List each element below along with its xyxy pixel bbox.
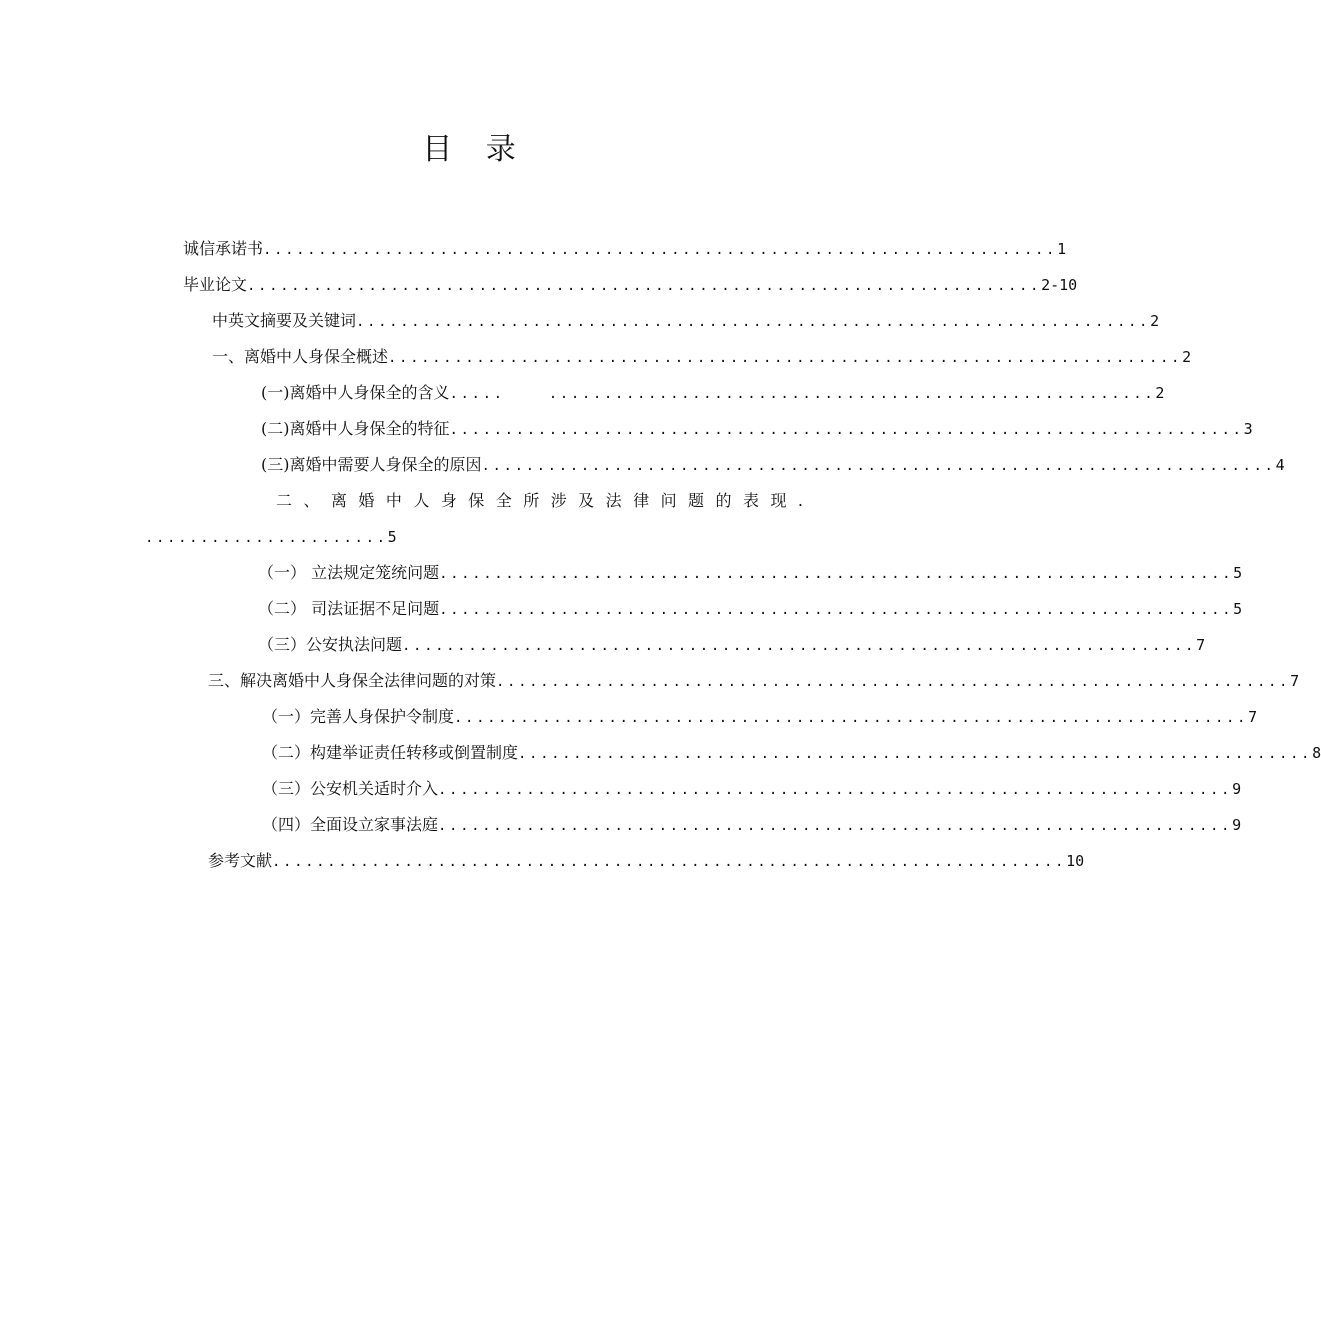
toc-entry-label: （一） 立法规定笼统问题 (258, 563, 440, 582)
toc-entry-char: 、 (303, 491, 320, 510)
toc-dot-leader: ........................................................................ (356, 314, 1151, 330)
toc-dot-leader: ........................................................................ (388, 350, 1183, 366)
toc-entry-spread (276, 490, 803, 512)
toc-entry-char: 离 (330, 491, 347, 510)
toc-entry-char: 涉 (550, 491, 567, 510)
toc-entry-page: 3 (1243, 420, 1253, 438)
toc-dot-leader: ........................................................................ (439, 602, 1234, 618)
toc-entry-label: （四）全面设立家事法庭 (262, 815, 439, 834)
toc-entry-char: 人 (413, 491, 430, 510)
toc-dot-leader: ........................................................................ (481, 458, 1276, 474)
toc-entry-page: 10 (1066, 852, 1085, 870)
toc-entry (262, 742, 1321, 765)
toc-entry-page: 1 (1057, 240, 1067, 258)
toc-entry-char: 问 (660, 491, 677, 510)
toc-entry-continuation (145, 526, 397, 549)
toc-entry-char: 律 (633, 491, 650, 510)
toc-entry-page: 2 (1150, 312, 1160, 330)
toc-dot-leader: ........................................................................ (496, 674, 1291, 690)
toc-entry-label: 一、离婚中人身保全概述 (212, 347, 389, 366)
toc-entry (208, 670, 1300, 693)
toc-entry-label: 诚信承诺书 (183, 239, 264, 258)
toc-entry-page: 5 (1233, 564, 1243, 582)
toc-entry-label: 三、解决离婚中人身保全法律问题的对策 (208, 671, 497, 690)
toc-entry (183, 238, 1067, 261)
toc-entry-page: 5 (1233, 600, 1243, 618)
toc-entry-label: 参考文献 (208, 851, 273, 870)
toc-entry-label: (二)离婚中人身保全的特征 (261, 419, 450, 438)
toc-entry-label: （一）完善人身保护令制度 (262, 707, 455, 726)
toc-entry-label: （二）构建举证责任转移或倒置制度 (262, 743, 519, 762)
toc-entry (212, 310, 1160, 333)
toc-dot-leader: ..... ....................................................... (449, 386, 1156, 402)
toc-entry-page: 8 (1312, 744, 1321, 762)
toc-entry (183, 274, 1078, 297)
page-title: 目 录 (422, 132, 528, 167)
toc-entry (212, 346, 1192, 369)
toc-entry (262, 706, 1258, 729)
toc-entry (258, 634, 1206, 657)
toc-entry-page: 2-10 (1041, 276, 1078, 294)
toc-entry-char: 中 (385, 491, 402, 510)
toc-entry-char: 的 (715, 491, 732, 510)
toc-entry-char: 及 (578, 491, 595, 510)
toc-entry-label: (一)离婚中人身保全的含义 (261, 383, 450, 402)
toc-entry-char: 全 (495, 491, 512, 510)
toc-entry-page: 5 (387, 528, 397, 546)
toc-entry-char: 现 (770, 491, 787, 510)
toc-entry (262, 814, 1242, 837)
toc-entry-char: 法 (605, 491, 622, 510)
toc-dot-leader: ........................................................................ (454, 710, 1249, 726)
toc-entry (258, 598, 1243, 621)
toc-entry-label (276, 490, 803, 512)
toc-entry-char: 二 (276, 491, 293, 510)
toc-dot-leader: ...................... (145, 530, 388, 546)
toc-entry-char: 表 (742, 491, 759, 510)
toc-entry (261, 454, 1285, 477)
toc-entry-label: （三）公安机关适时介入 (262, 779, 439, 798)
toc-entry-label: 毕业论文 (183, 275, 248, 294)
toc-entry (261, 382, 1165, 405)
toc-entry-char: 身 (440, 491, 457, 510)
toc-dot-leader: ........................................................................ (247, 278, 1042, 294)
toc-entry-page: 7 (1196, 636, 1206, 654)
toc-entry-char: 所 (523, 491, 540, 510)
toc-entry (208, 850, 1085, 873)
toc-entry-label: （三）公安执法问题 (258, 635, 403, 654)
toc-entry-page: 7 (1248, 708, 1258, 726)
toc-entry-page: 9 (1232, 816, 1242, 834)
toc-entry-page: 2 (1155, 384, 1165, 402)
toc-dot-leader: ........................................................................ (518, 746, 1313, 762)
toc-entry-page: 9 (1232, 780, 1242, 798)
toc-entry (262, 778, 1242, 801)
toc-dot-leader: ........................................................................ (438, 818, 1233, 834)
toc-entry-label: (三)离婚中需要人身保全的原因 (261, 455, 482, 474)
toc-entry-label: 中英文摘要及关键词 (212, 311, 357, 330)
toc-entry (258, 562, 1243, 585)
toc-dot-leader: ........................................................................ (263, 242, 1058, 258)
toc-entry-label: （二） 司法证据不足问题 (258, 599, 440, 618)
toc-dot-leader: ........................................................................ (449, 422, 1244, 438)
toc-dot-leader: ........................................................................ (272, 854, 1067, 870)
toc-entry-page: 7 (1290, 672, 1300, 690)
toc-dot-leader: ........................................................................ (402, 638, 1197, 654)
toc-entry-char: 题 (688, 491, 705, 510)
toc-dot-leader: ........................................................................ (439, 566, 1234, 582)
toc-entry-page: 2 (1182, 348, 1192, 366)
toc-entry-page: 4 (1275, 456, 1285, 474)
toc-entry-char: 婚 (358, 491, 375, 510)
toc-dot-leader: ........................................................................ (438, 782, 1233, 798)
toc-entry-char: . (797, 491, 803, 510)
toc-entry-char: 保 (468, 491, 485, 510)
toc-entry (261, 418, 1253, 441)
